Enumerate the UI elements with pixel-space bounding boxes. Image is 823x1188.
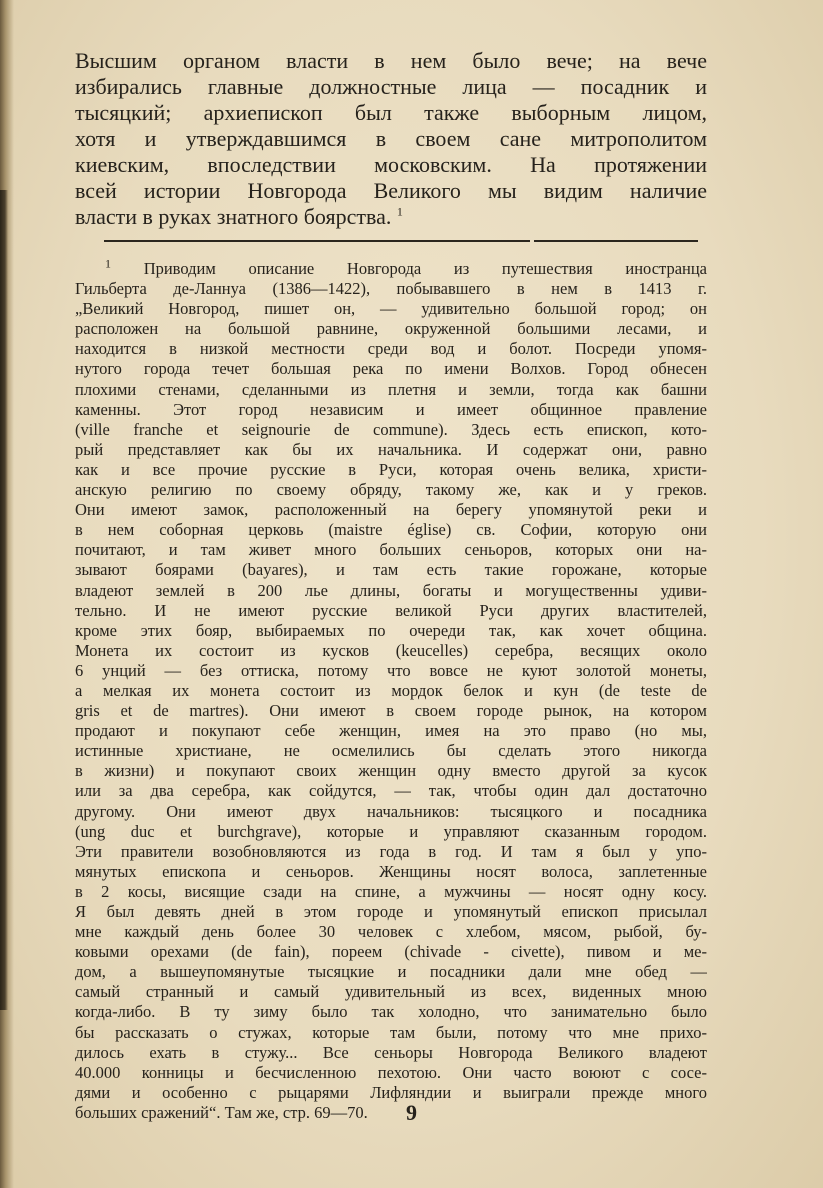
footnote-reference[interactable]: 1 — [396, 204, 403, 219]
separator-rule-left — [104, 240, 530, 242]
separator-rule-right — [534, 240, 698, 242]
footnote-line: когда-либо. В ту зиму было так холодно, что занимательно было — [75, 1002, 707, 1022]
footnote-line: почитают, и там живет много больших сеньоров, которых они на- — [75, 540, 707, 560]
footnote-line: gris et de martres). Они имеют в своем городе рынок, на котором — [75, 701, 707, 721]
footnote-line: дями и особенно с рыцарями Лифляндии и выиграли прежде много — [75, 1082, 707, 1102]
footnote-line: ковыми орехами (de fain), пореем (chivade - civette), пивом и ме- — [75, 942, 707, 962]
footnote-line: расположен на большой равнине, окруженной большими лесами, и — [75, 319, 707, 339]
page-number: 9 — [406, 1100, 417, 1125]
footnote-line: 40.000 конницы и бесчисленною пехотою. Они часто воюют с сосе- — [75, 1062, 707, 1082]
footnote-line: тельно. И не имеют русские великой Руси других властителей, — [75, 600, 707, 620]
footnote-line: рый представляет как бы их начальника. И содержат они, равно — [75, 439, 707, 459]
main-line: киевским, впоследствии московским. На протяжении — [75, 152, 707, 177]
footnote-line: анскую религию по своему обряду, такому же, как и у греков. — [75, 480, 707, 500]
footnote-line: Они имеют замок, расположенный на берегу упомянутой реки и — [75, 500, 707, 520]
main-line: избирались главные должностные лица — посадник и — [75, 74, 707, 99]
footnote-line: (ville franche et seignourie de commune). Здесь есть епископ, кото- — [75, 419, 707, 439]
footnote-line: Эти правители возобновляются из года в год. И там я был у упо- — [75, 841, 707, 861]
footnote-line: каменны. Этот город независим и имеет общинное правление — [75, 399, 707, 419]
footnote-line: находится в низкой местности среди вод и болот. Посреди упомя- — [75, 339, 707, 359]
footnote — [75, 259, 707, 1123]
footnote-line: владеют землей в 200 лье длины, богаты и могущественны удиви- — [75, 580, 707, 600]
binding-edge — [0, 190, 8, 1010]
footnote-line: бы рассказать о стужах, которые там были, потому что мне прихо- — [75, 1022, 707, 1042]
footnote-line: мне каждый день более 30 человек с хлебом, мясом, рыбой, бу- — [75, 922, 707, 942]
footnote-line: в 2 косы, висящие сзади на спине, а мужчины — носят одну косу. — [75, 881, 707, 901]
footnote-line: зывают боярами (bayares), и там есть такие горожане, которые — [75, 560, 707, 580]
footnote-line: или за два серебра, как сойдутся, — так, чтобы один дал достаточно — [75, 781, 707, 801]
footnote-marker: 1 — [105, 259, 111, 271]
footnote-line: Гильберта де-Ланнуа (1386—1422), побывавшего в нем в 1413 г. — [75, 279, 707, 299]
footnote-line: самый странный и самый удивительный из всех, виденных мною — [75, 982, 707, 1002]
main-line-text: власти в руках знатного боярства. — [75, 204, 392, 229]
footnote-line: нутого города течет большая река по имени Волхов. Город обнесен — [75, 359, 707, 379]
footnote-line: Монета их состоит из кусков (keucelles) серебра, весящих около — [75, 640, 707, 660]
footnote-line: в нем соборная церковь (maistre église) св. Софии, которую они — [75, 520, 707, 540]
footnote-line: дилось ехать в стужу... Все сеньоры Новгорода Великого владеют — [75, 1042, 707, 1062]
footnote-line: мянутых епископа и сеньоров. Женщины носят волоса, заплетенные — [75, 861, 707, 881]
footnote-separator — [104, 238, 698, 244]
footnote-line: (ung duc et burchgrave), которые и управляют сказанным городом. — [75, 821, 707, 841]
main-line: хотя и утверждавшимся в своем сане митрополитом — [75, 126, 707, 151]
footnote-line: а мелкая их монета состоит из мордок белок и кун (de teste de — [75, 680, 707, 700]
main-line: тысяцкий; архиепископ был также выборным лицом, — [75, 100, 707, 125]
footnote-line: больших сражений“. Там же, стр. 69—70. — [75, 1102, 368, 1122]
footnote-line: Я был девять дней в этом городе и упомянутый епископ присылал — [75, 902, 707, 921]
footnote-line: в жизни) и покупают своих женщин одну вместо другой за кусок — [75, 761, 707, 781]
footnote-line: „Великий Новгород, пишет он, — удивительно большой город; он — [75, 299, 707, 319]
footnote-line: кроме этих бояр, выбираемых по очереди так, как хочет община. — [75, 620, 707, 640]
footnote-line — [75, 259, 707, 279]
main-line-last — [75, 204, 707, 230]
footnote-line: плохими стенами, сделанными из плетня и земли, тогда как башни — [75, 379, 707, 399]
footnote-line: другому. Они имеют двух начальников: тысяцкого и посадника — [75, 801, 707, 821]
footnote-line: истинные христиане, не осмелились бы сделать этого никогда — [75, 741, 707, 761]
footnote-line: 6 унций — без оттиска, потому что вовсе не куют золотой монеты, — [75, 660, 707, 680]
main-line: Высшим органом власти в нем было вече; на вече — [75, 48, 707, 73]
main-line: всей истории Новгорода Великого мы видим наличие — [75, 178, 707, 203]
main-paragraph — [75, 48, 707, 230]
footnote-line: продают и покупают себе женщин, имея на это право (но мы, — [75, 721, 707, 741]
footnote-line: как и все прочие русские в Руси, которая очень велика, христи- — [75, 459, 707, 479]
footnote-line-text: Приводим описание Новгорода из путешествия иностранца — [143, 259, 707, 278]
footnote-line: дом, а вышеупомянутые тысяцкие и посадники дали мне обед — — [75, 962, 707, 982]
